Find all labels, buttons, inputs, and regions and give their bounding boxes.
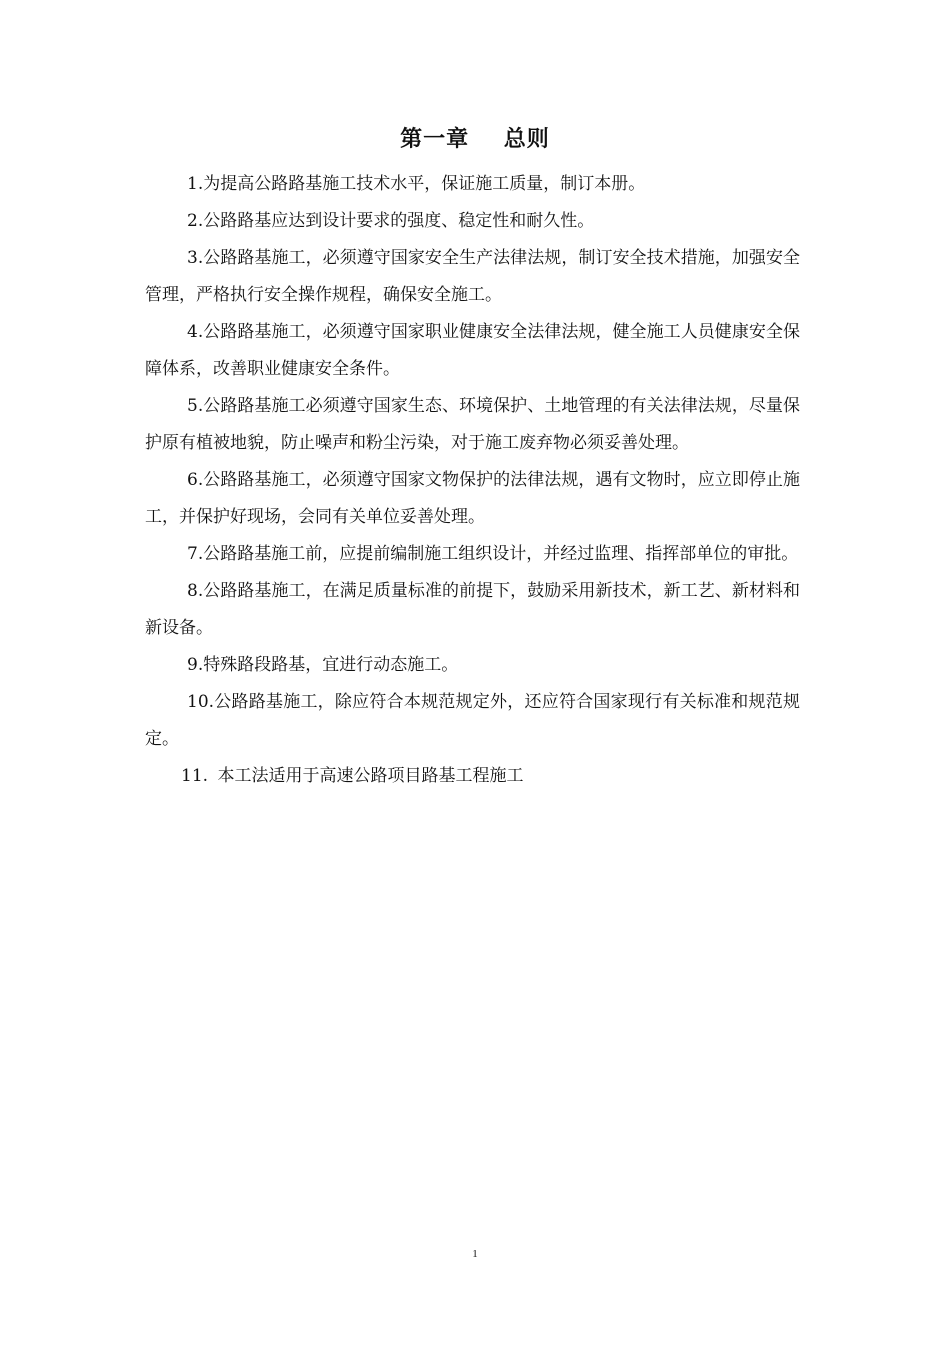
paragraph-3: 3.公路路基施工，必须遵守国家安全生产法律法规，制订安全技术措施，加强安全管理，严格执行安全操作规程，确保安全施工。 bbox=[145, 248, 800, 305]
paragraph-5: 5.公路路基施工必须遵守国家生态、环境保护、土地管理的有关法律法规，尽量保护原有植被地貌，防止噪声和粉尘污染，对于施工废弃物必须妥善处理。 bbox=[145, 396, 800, 453]
paragraph-8: 8.公路路基施工，在满足质量标准的前提下，鼓励采用新技术，新工艺、新材料和新设备。 bbox=[145, 581, 800, 638]
paragraph-2: 2.公路路基应达到设计要求的强度、稳定性和耐久性。 bbox=[187, 211, 595, 231]
paragraph-6: 6.公路路基施工，必须遵守国家文物保护的法律法规，遇有文物时，应立即停止施工，并保护好现场，会同有关单位妥善处理。 bbox=[145, 470, 800, 527]
page-number: 1 bbox=[472, 1248, 478, 1260]
paragraph-4: 4.公路路基施工，必须遵守国家职业健康安全法律法规，健全施工人员健康安全保障体系，改善职业健康安全条件。 bbox=[145, 322, 800, 379]
paragraph-1: 1.为提高公路路基施工技术水平，保证施工质量，制订本册。 bbox=[187, 174, 646, 194]
chapter-title: 第一章 总则 bbox=[400, 127, 550, 152]
chapter-body bbox=[145, 166, 800, 795]
paragraph-10: 10.公路路基施工，除应符合本规范规定外，还应符合国家现行有关标准和规范规定。 bbox=[145, 692, 800, 749]
paragraph-9: 9.特殊路段路基，宜进行动态施工。 bbox=[187, 655, 459, 675]
paragraph-7: 7.公路路基施工前，应提前编制施工组织设计，并经过监理、指挥部单位的审批。 bbox=[187, 544, 799, 564]
paragraph-11: 11. 本工法适用于高速公路项目路基工程施工 bbox=[181, 766, 524, 786]
